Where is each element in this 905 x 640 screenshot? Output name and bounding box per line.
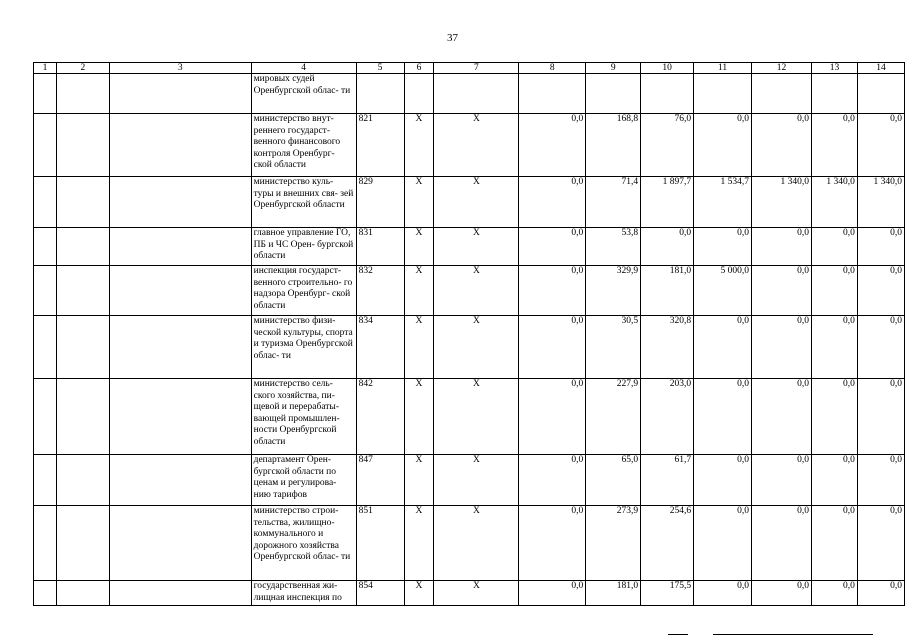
cell-c14: 0,0	[857, 228, 904, 266]
cell-c9: 30,5	[586, 316, 641, 379]
cell-c12: 0,0	[752, 228, 812, 266]
cell-code: 842	[356, 379, 404, 455]
cell-empty-col-1	[34, 506, 57, 581]
cell-c11: 0,0	[694, 114, 752, 177]
cell-c12: 0,0	[752, 316, 812, 379]
cell-c6: X	[404, 228, 434, 266]
cell-c14: 1 340,0	[857, 177, 904, 228]
cell-empty-col-1	[34, 177, 57, 228]
cell-c12: 0,0	[752, 114, 812, 177]
cell-empty-col-3	[109, 266, 251, 316]
column-header-8: 8	[519, 63, 586, 74]
cell-c7	[434, 74, 519, 114]
footer-line-short	[668, 634, 688, 635]
cell-empty-col-1	[34, 316, 57, 379]
column-header-14: 14	[857, 63, 904, 74]
cell-c14: 0,0	[857, 506, 904, 581]
table-row	[34, 74, 905, 114]
column-header-11: 11	[694, 63, 752, 74]
cell-c10: 254,6	[641, 506, 694, 581]
cell-c14	[857, 74, 904, 114]
cell-c12	[752, 74, 812, 114]
column-header-12: 12	[752, 63, 812, 74]
column-header-13: 13	[811, 63, 857, 74]
cell-name: главное управление ГО, ПБ и ЧС Орен- бургской области	[251, 228, 356, 266]
cell-c8: 0,0	[519, 455, 586, 506]
cell-c10: 181,0	[641, 266, 694, 316]
cell-empty-col-2	[56, 266, 109, 316]
cell-empty-col-2	[56, 316, 109, 379]
cell-empty-col-1	[34, 581, 57, 606]
cell-c8: 0,0	[519, 177, 586, 228]
cell-empty-col-3	[109, 114, 251, 177]
cell-empty-col-2	[56, 581, 109, 606]
column-header-4: 4	[251, 63, 356, 74]
cell-name: министерство сель- ского хозяйства, пи- щевой и перерабаты- вающей промышлен- ности Оренбургской области	[251, 379, 356, 455]
cell-empty-col-3	[109, 316, 251, 379]
cell-c6: X	[404, 177, 434, 228]
cell-c7: X	[434, 228, 519, 266]
cell-c14: 0,0	[857, 581, 904, 606]
column-header-1: 1	[34, 63, 57, 74]
cell-code: 831	[356, 228, 404, 266]
table-row	[34, 228, 905, 266]
cell-c13: 0,0	[811, 114, 857, 177]
column-header-6: 6	[404, 63, 434, 74]
cell-empty-col-3	[109, 228, 251, 266]
cell-c7: X	[434, 581, 519, 606]
cell-c8: 0,0	[519, 114, 586, 177]
cell-c11: 0,0	[694, 581, 752, 606]
cell-c12: 0,0	[752, 506, 812, 581]
table-row	[34, 506, 905, 581]
cell-empty-col-2	[56, 74, 109, 114]
cell-c13: 1 340,0	[811, 177, 857, 228]
cell-empty-col-2	[56, 177, 109, 228]
column-header-5: 5	[356, 63, 404, 74]
cell-c6: X	[404, 114, 434, 177]
cell-c9: 227,9	[586, 379, 641, 455]
budget-table	[33, 62, 905, 606]
cell-c7: X	[434, 114, 519, 177]
cell-c8	[519, 74, 586, 114]
cell-c12: 0,0	[752, 379, 812, 455]
cell-c11	[694, 74, 752, 114]
cell-c9: 53,8	[586, 228, 641, 266]
column-header-9: 9	[586, 63, 641, 74]
column-header-3: 3	[109, 63, 251, 74]
cell-c14: 0,0	[857, 379, 904, 455]
cell-empty-col-3	[109, 74, 251, 114]
cell-c9: 71,4	[586, 177, 641, 228]
cell-c14: 0,0	[857, 316, 904, 379]
cell-c10	[641, 74, 694, 114]
cell-c6: X	[404, 506, 434, 581]
cell-c11: 0,0	[694, 455, 752, 506]
table-row	[34, 114, 905, 177]
cell-c13: 0,0	[811, 455, 857, 506]
cell-empty-col-3	[109, 379, 251, 455]
cell-code: 847	[356, 455, 404, 506]
cell-code: 832	[356, 266, 404, 316]
cell-c14: 0,0	[857, 266, 904, 316]
cell-name: министерство куль- туры и внешних свя- зей Оренбургской области	[251, 177, 356, 228]
cell-c9: 168,8	[586, 114, 641, 177]
cell-c8: 0,0	[519, 379, 586, 455]
column-header-7: 7	[434, 63, 519, 74]
cell-c8: 0,0	[519, 581, 586, 606]
cell-c13: 0,0	[811, 266, 857, 316]
page-number: 37	[447, 32, 458, 44]
cell-c9	[586, 74, 641, 114]
cell-c7: X	[434, 506, 519, 581]
cell-c11: 5 000,0	[694, 266, 752, 316]
column-header-10: 10	[641, 63, 694, 74]
cell-c13: 0,0	[811, 506, 857, 581]
cell-empty-col-1	[34, 379, 57, 455]
cell-code	[356, 74, 404, 114]
cell-empty-col-1	[34, 266, 57, 316]
cell-c7: X	[434, 266, 519, 316]
cell-c7: X	[434, 316, 519, 379]
cell-c9: 65,0	[586, 455, 641, 506]
cell-code: 821	[356, 114, 404, 177]
cell-c11: 0,0	[694, 228, 752, 266]
cell-c10: 76,0	[641, 114, 694, 177]
cell-c10: 320,8	[641, 316, 694, 379]
cell-c11: 0,0	[694, 379, 752, 455]
cell-empty-col-3	[109, 177, 251, 228]
cell-c6: X	[404, 379, 434, 455]
cell-c6: X	[404, 316, 434, 379]
cell-c13: 0,0	[811, 581, 857, 606]
cell-c10: 61,7	[641, 455, 694, 506]
cell-code: 829	[356, 177, 404, 228]
cell-empty-col-1	[34, 455, 57, 506]
cell-c14: 0,0	[857, 455, 904, 506]
cell-empty-col-1	[34, 114, 57, 177]
cell-name: министерство строи- тельства, жилищно- коммунального и дорожного хозяйства Оренбургской облас- ти	[251, 506, 356, 581]
table-row	[34, 316, 905, 379]
cell-empty-col-1	[34, 228, 57, 266]
cell-c14: 0,0	[857, 114, 904, 177]
cell-c12: 1 340,0	[752, 177, 812, 228]
cell-code: 854	[356, 581, 404, 606]
cell-name: министерство внут- реннего государст- венного финансового контроля Оренбург- ской области	[251, 114, 356, 177]
cell-c12: 0,0	[752, 455, 812, 506]
header-row	[34, 63, 905, 74]
table-row	[34, 177, 905, 228]
cell-code: 851	[356, 506, 404, 581]
cell-c9: 329,9	[586, 266, 641, 316]
cell-c7: X	[434, 379, 519, 455]
cell-c12: 0,0	[752, 581, 812, 606]
table-row	[34, 266, 905, 316]
table-body	[34, 74, 905, 606]
cell-c12: 0,0	[752, 266, 812, 316]
cell-name: департамент Орен- бургской области по ценам и регулирова- нию тарифов	[251, 455, 356, 506]
cell-empty-col-1	[34, 74, 57, 114]
cell-c13: 0,0	[811, 228, 857, 266]
cell-c6: X	[404, 455, 434, 506]
cell-c10: 1 897,7	[641, 177, 694, 228]
table-row	[34, 455, 905, 506]
cell-c11: 1 534,7	[694, 177, 752, 228]
cell-c13: 0,0	[811, 316, 857, 379]
cell-c9: 273,9	[586, 506, 641, 581]
cell-code: 834	[356, 316, 404, 379]
cell-empty-col-2	[56, 114, 109, 177]
cell-c10: 175,5	[641, 581, 694, 606]
cell-c11: 0,0	[694, 506, 752, 581]
cell-c8: 0,0	[519, 316, 586, 379]
cell-empty-col-2	[56, 228, 109, 266]
cell-c7: X	[434, 177, 519, 228]
cell-empty-col-3	[109, 581, 251, 606]
cell-name: министерство физи- ческой культуры, спорта и туризма Оренбургской облас- ти	[251, 316, 356, 379]
cell-c13: 0,0	[811, 379, 857, 455]
cell-c8: 0,0	[519, 506, 586, 581]
cell-c6: X	[404, 581, 434, 606]
cell-empty-col-2	[56, 379, 109, 455]
cell-empty-col-3	[109, 506, 251, 581]
cell-c7: X	[434, 455, 519, 506]
column-header-2: 2	[56, 63, 109, 74]
cell-name: инспекция государст- венного строительно- го надзора Оренбург- ской области	[251, 266, 356, 316]
cell-c11: 0,0	[694, 316, 752, 379]
cell-c13	[811, 74, 857, 114]
cell-empty-col-2	[56, 506, 109, 581]
table-row	[34, 581, 905, 606]
cell-empty-col-2	[56, 455, 109, 506]
cell-c10: 203,0	[641, 379, 694, 455]
cell-c10: 0,0	[641, 228, 694, 266]
cell-c6: X	[404, 266, 434, 316]
cell-c9: 181,0	[586, 581, 641, 606]
table-row	[34, 379, 905, 455]
cell-c8: 0,0	[519, 266, 586, 316]
cell-name: государственная жи- лищная инспекция по	[251, 581, 356, 606]
cell-empty-col-3	[109, 455, 251, 506]
cell-name: мировых судей Оренбургской облас- ти	[251, 74, 356, 114]
cell-c6	[404, 74, 434, 114]
cell-c8: 0,0	[519, 228, 586, 266]
footer-line-long	[713, 634, 873, 635]
